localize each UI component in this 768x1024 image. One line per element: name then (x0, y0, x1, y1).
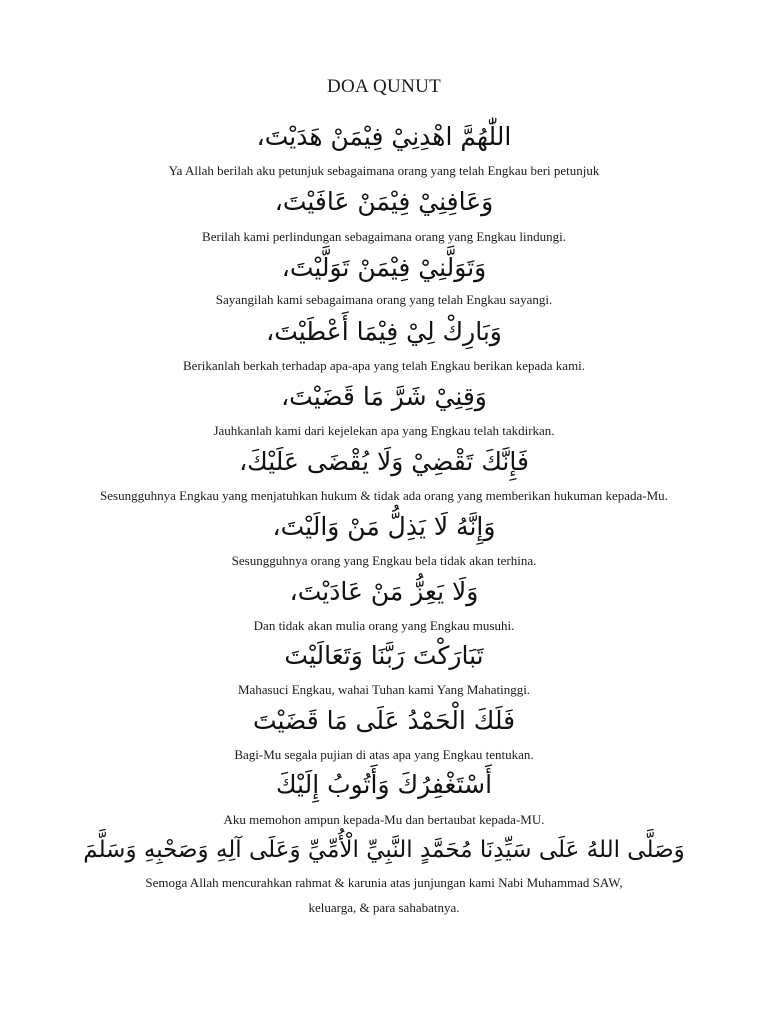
arabic-verse-2: وَعَافِنِيْ فِيْمَنْ عَافَيْتَ، (274, 187, 494, 216)
translation-9: Mahasuci Engkau, wahai Tuhan kami Yang Mahatinggi. (237, 682, 531, 697)
translation-7: Sesungguhnya orang yang Engkau bela tidak akan terhina. (231, 553, 537, 568)
translation-5: Jauhkanlah kami dari kejelekan apa yang Engkau telah takdirkan. (213, 423, 555, 438)
page-title: DOA QUNUT (326, 76, 442, 97)
arabic-verse-9: تَبَارَكْتَ رَبَّنَا وَتَعَالَيْتَ (284, 641, 484, 670)
translation-11: Aku memohon ampun kepada-Mu dan bertaubat kepada-MU. (223, 812, 545, 827)
translation-12: Semoga Allah mencurahkan rahmat & karunia atas junjungan kami Nabi Muhammad SAW, (145, 875, 623, 890)
arabic-verse-7: وَإِنَّهُ لَا يَذِلُّ مَنْ وَالَيْتَ، (272, 512, 496, 541)
arabic-verse-6: فَإِنَّكَ تَقْضِيْ وَلَا يُقْضَى عَلَيْكَ، (239, 447, 529, 476)
arabic-verse-5: وَقِنِيْ شَرَّ مَا قَضَيْتَ، (281, 382, 487, 411)
translation-10: Bagi-Mu segala pujian di atas apa yang Engkau tentukan. (234, 747, 534, 762)
translation-8: Dan tidak akan mulia orang yang Engkau musuhi. (253, 618, 515, 633)
translation-6: Sesungguhnya Engkau yang menjatuhkan hukum & tidak ada orang yang memberikan hukuman kepada-Mu. (100, 488, 668, 503)
arabic-verse-11: أَسْتَغْفِرُكَ وَأَتُوبُ إِلَيْكَ (275, 770, 493, 799)
arabic-verse-12: وَصَلَّى اللهُ عَلَى سَيِّدِنَا مُحَمَّدٍ النَّبِيِّ الْأُمِّيِّ وَعَلَى آلِهِ وَصَحْبِهِ وَسَلَّمَ (83, 837, 685, 863)
translation-4: Berikanlah berkah terhadap apa-apa yang telah Engkau berikan kepada kami. (182, 358, 586, 373)
translation-1: Ya Allah berilah aku petunjuk sebagaimana orang yang telah Engkau beri petunjuk (168, 163, 600, 178)
translation-12-continued: keluarga, & para sahabatnya. (308, 900, 460, 915)
translation-2: Berilah kami perlindungan sebagaimana orang yang Engkau lindungi. (202, 229, 566, 244)
arabic-verse-8: وَلَا يَعِزُّ مَنْ عَادَيْتَ، (289, 577, 479, 606)
arabic-verse-1: اللّٰهُمَّ اهْدِنِيْ فِيْمَنْ هَدَيْتَ، (256, 122, 512, 151)
translation-3: Sayangilah kami sebagaimana orang yang telah Engkau sayangi. (215, 292, 553, 307)
arabic-verse-4: وَبَارِكْ لِيْ فِيْمَا أَعْطَيْتَ، (266, 317, 502, 346)
arabic-verse-10: فَلَكَ الْحَمْدُ عَلَى مَا قَضَيْتَ (252, 706, 516, 735)
arabic-verse-3: وَتَوَلَّنِيْ فِيْمَنْ تَوَلَّيْتَ، (281, 253, 487, 282)
